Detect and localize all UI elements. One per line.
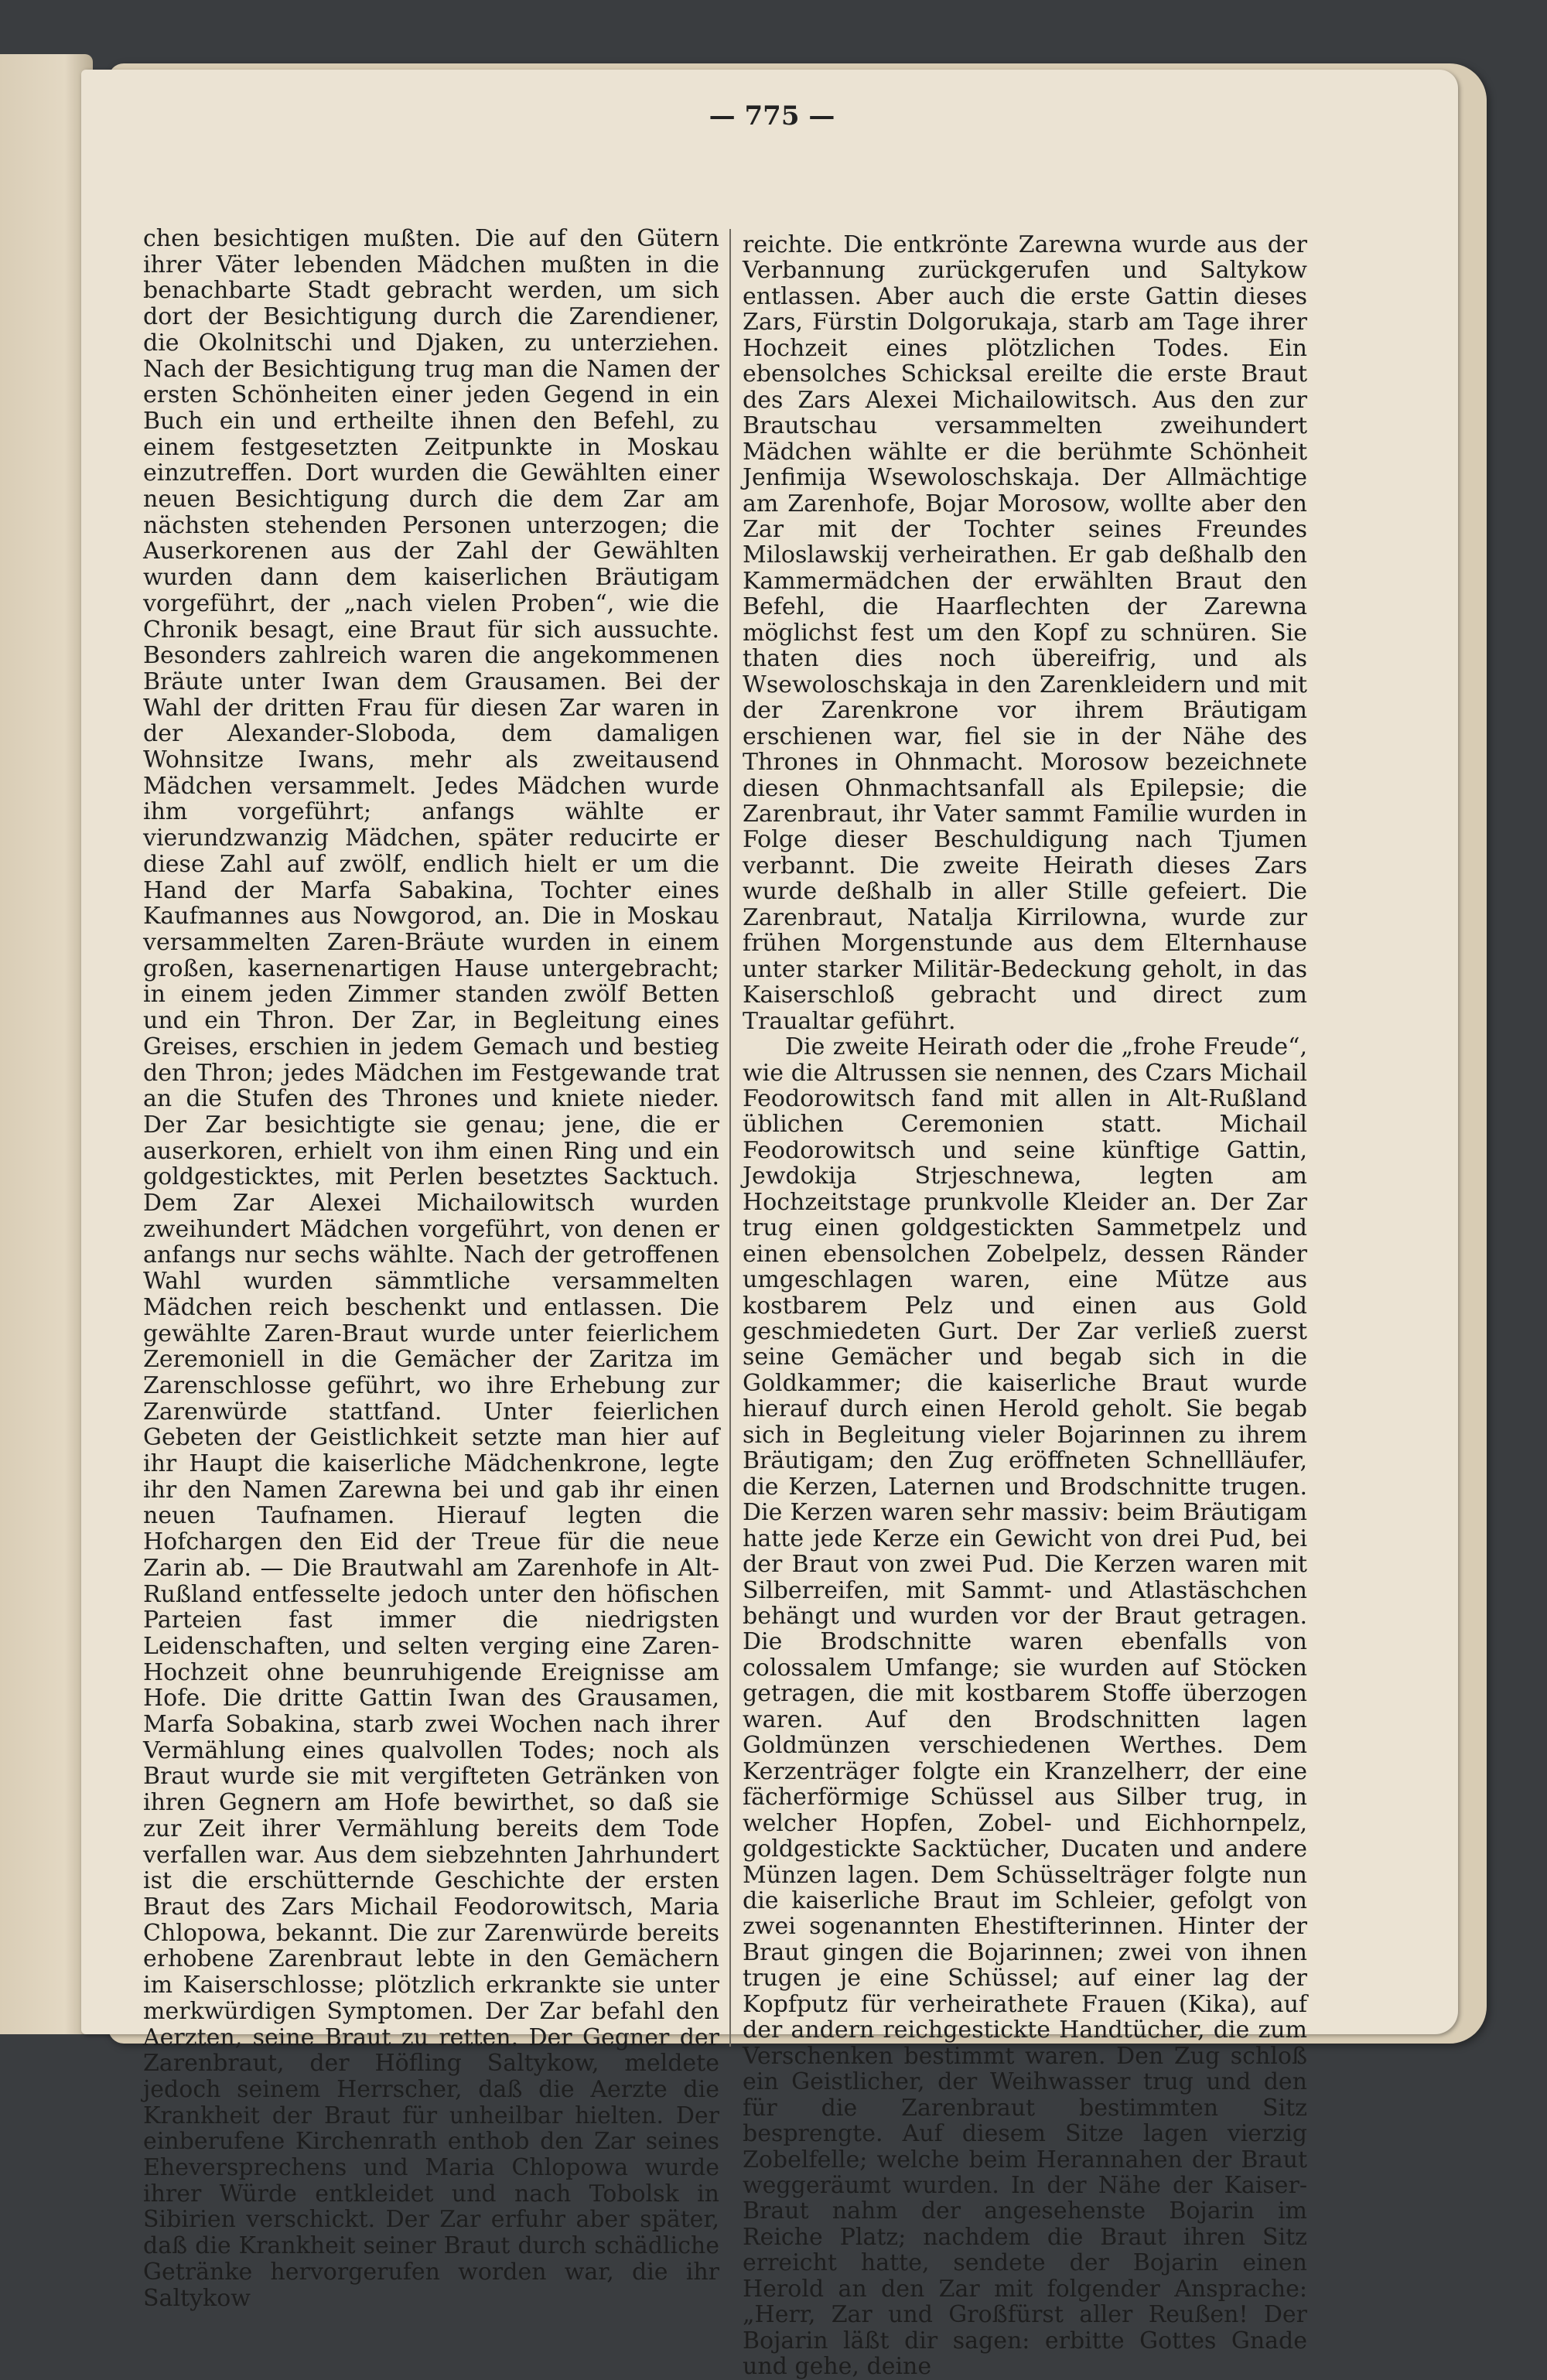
left-page-edge xyxy=(0,54,93,2034)
right-column-paragraph-1: reichte. Die entkrönte Zarewna wurde aus der Verbannung zurückgerufen und Saltykow entlassen. Aber auch die erste Gattin dieses Zars, Fürstin Dolgorukaja, starb am Tage ihrer Hochzeit eines plötzlichen Todes. Ein ebensolches Schicksal ereilte die erste Braut des Zars Alexei Michailowitsch. Aus den zur Brautschau versammelten zweihundert Mädchen wählte er die berühmte Schönheit Jenfimija Wsewoloschskaja. Der Allmächtige am Zarenhofe, Bojar Morosow, wollte aber den Zar mit der Tochter seines Freundes Miloslawskij verheirathen. Er gab deßhalb den Kammermädchen der erwählten Braut den Befehl, die Haarflechten der Zarewna möglichst fest um den Kopf zu schnüren. Sie thaten dies noch übereifrig, und als Wsewoloschskaja in den Zarenkleidern und mit der Zarenkrone vor ihrem Bräutigam erschienen war, fiel sie in der Nähe des Thrones in Ohnmacht. Morosow bezeichnete diesen Ohnmachtsanfall als Epilepsie; die Zarenbraut, ihr Vater sammt Familie wurden in Folge dieser Beschuldigung nach Tjumen verbannt. Die zweite Heirath dieses Zars wurde deßhalb in aller Stille gefeiert. Die Zarenbraut, Natalja Kirrilowna, wurde zur frühen Morgenstunde aus dem Elternhause unter starker Militär-Bedeckung geholt, in das Kaiserschloß gebracht und direct zum Traualtar geführt. xyxy=(743,231,1307,1035)
left-column-text: chen besichtigen mußten. Die auf den Gütern ihrer Väter lebenden Mädchen mußten in die benachbarte Stadt gebracht werden, um sich dort der Besichtigung durch die Zarendiener, die Okolnitschi und Djaken, zu unterziehen. Nach der Besichtigung trug man die Namen der ersten Schönheiten einer jeden Gegend in ein Buch ein und ertheilte ihnen den Befehl, zu einem festgesetzten Zeitpunkte in Moskau einzutreffen. Dort wurden die Gewählten einer neuen Besichtigung durch die dem Zar am nächsten stehenden Personen unterzogen; die Auserkorenen aus der Zahl der Gewählten wurden dann dem kaiserlichen Bräutigam vorgeführt, der „nach vielen Proben“, wie die Chronik besagt, eine Braut für sich aussuchte. Besonders zahlreich waren die angekommenen Bräute unter Iwan dem Grausamen. Bei der Wahl der dritten Frau für diesen Zar waren in der Alexander-Sloboda, dem damaligen Wohnsitze Iwans, mehr als zweitausend Mädchen versammelt. Jedes Mädchen wurde ihm vorgeführt; anfangs wählte er vierundzwanzig Mädchen, später reducirte er diese Zahl auf zwölf, endlich hielt er um die Hand der Marfa Sabakina, Tochter eines Kaufmannes aus Nowgorod, an. Die in Moskau versammelten Zaren-Bräute wurden in einem großen, kasernenartigen Hause untergebracht; in einem jeden Zimmer standen zwölf Betten und ein Thron. Der Zar, in Begleitung eines Greises, erschien in jedem Gemach und bestieg den Thron; jedes Mädchen im Festgewande trat an die Stufen des Thrones und kniete nieder. Der Zar besichtigte sie genau; jene, die er auserkoren, erhielt von ihm einen Ring und ein goldgesticktes, mit Perlen besetztes Sacktuch. Dem Zar Alexei Michailowitsch wurden zweihundert Mädchen vorgeführt, von denen er anfangs nur sechs wählte. Nach der getroffenen Wahl wurden sämmtliche versammelten Mädchen reich beschenkt und entlassen. Die gewählte Zaren-Braut wurde unter feierlichem Zeremoniell in die Gemächer der Zaritza im Zarenschlosse geführt, wo ihre Erhebung zur Zarenwürde stattfand. Unter feierlichen Gebeten der Geistlichkeit setzte man hier auf ihr Haupt die kaiserliche Mädchenkrone, legte ihr den Namen Zarewna bei und gab ihr einen neuen Taufnamen. Hierauf legten die Hofchargen den Eid der Treue für die neue Zarin ab. — Die Brautwahl am Zarenhofe in Alt-Rußland entfesselte jedoch unter den höfischen Parteien fast immer die niedrigsten Leidenschaften, und selten verging eine Zaren-Hochzeit ohne beunruhigende Ereignisse am Hofe. Die dritte Gattin Iwan des Grausamen, Marfa Sobakina, starb zwei Wochen nach ihrer Vermählung eines qualvollen Todes; noch als Braut wurde sie mit vergifteten Getränken von ihren Gegnern am Hofe bewirthet, so daß sie zur Zeit ihrer Vermählung bereits dem Tode verfallen war. Aus dem siebzehnten Jahrhundert ist die erschütternde Geschichte der ersten Braut des Zars Michail Feodorowitsch, Maria Chlopowa, bekannt. Die zur Zarenwürde bereits erhobene Zarenbraut lebte in den Gemächern im Kaiserschlosse; plötzlich erkrankte sie unter merkwürdigen Symptomen. Der Zar befahl den Aerzten, seine Braut zu retten. Der Gegner der Zarenbraut, der Höfling Saltykow, meldete jedoch seinem Herrscher, daß die Aerzte die Krankheit der Braut für unheilbar hielten. Der einberufene Kirchenrath enthob den Zar seines Eheversprechens und Maria Chlopowa wurde ihrer Würde entkleidet und nach Tobolsk in Sibirien verschickt. Der Zar erfuhr aber später, daß die Krankheit seiner Braut durch schädliche Getränke hervorgerufen worden war, die ihr Saltykow xyxy=(143,225,719,2312)
page-number: — 775 — xyxy=(709,101,835,131)
right-column-paragraph-2: Die zweite Heirath oder die „frohe Freude“, wie die Altrussen sie nennen, des Czars Michail Feodorowitsch fand mit allen in Alt-Rußland üblichen Ceremonien statt. Michail Feodorowitsch und seine künftige Gattin, Jewdokija Strjeschnewa, legten am Hochzeitstage prunkvolle Kleider an. Der Zar trug einen goldgestickten Sammetpelz und einen ebensolchen Zobelpelz, dessen Ränder umgeschlagen waren, eine Mütze aus kostbarem Pelz und einen aus Gold geschmiedeten Gurt. Der Zar verließ zuerst seine Gemächer und begab sich in die Goldkammer; die kaiserliche Braut wurde hierauf durch einen Herold geholt. Sie begab sich in Begleitung vieler Bojarinnen zu ihrem Bräutigam; den Zug eröffneten Schnellläufer, die Kerzen, Laternen und Brodschnitte trugen. Die Kerzen waren sehr massiv: beim Bräutigam hatte jede Kerze ein Gewicht von drei Pud, bei der Braut von zwei Pud. Die Kerzen waren mit Silberreifen, mit Sammt- und Atlastäschchen behängt und wurden vor der Braut getragen. Die Brodschnitte waren ebenfalls von colossalem Umfange; sie wurden auf Stöcken getragen, die mit kostbarem Stoffe überzogen waren. Auf den Brodschnitten lagen Goldmünzen verschiedenen Werthes. Dem Kerzenträger folgte ein Kranzelherr, der eine fächerförmige Schüssel aus Silber trug, in welcher Hopfen, Zobel- und Eichhornpelz, goldgestickte Sacktücher, Ducaten und andere Münzen lagen. Dem Schüsselträger folgte nun die kaiserliche Braut im Schleier, gefolgt von zwei sogenannten Ehestifterinnen. Hinter der Braut gingen die Bojarinnen; zwei von ihnen trugen je eine Schüssel; auf einer lag der Kopfputz für verheirathete Frauen (Kika), auf der andern reichgestickte Handtücher, die zum Verschenken bestimmt waren. Den Zug schloß ein Geistlicher, der Weihwasser trug und den für die Zarenbraut bestimmten Sitz besprengte. Auf diesem Sitze lagen vierzig Zobelfelle; welche beim Herannahen der Braut weggeräumt wurden. In der Nähe der Kaiser-Braut nahm der angesehenste Bojarin im Reiche Platz; nachdem die Braut ihren Sitz erreicht hatte, sendete der Bojarin einen Herold an den Zar mit folgender Ansprache: „Herr, Zar und Großfürst aller Reußen! Der Bojarin läßt dir sagen: erbitte Gottes Gnade und gehe, deine xyxy=(743,1033,1307,2380)
left-column xyxy=(143,226,719,2311)
right-column xyxy=(743,232,1307,2380)
column-divider xyxy=(729,229,731,2047)
